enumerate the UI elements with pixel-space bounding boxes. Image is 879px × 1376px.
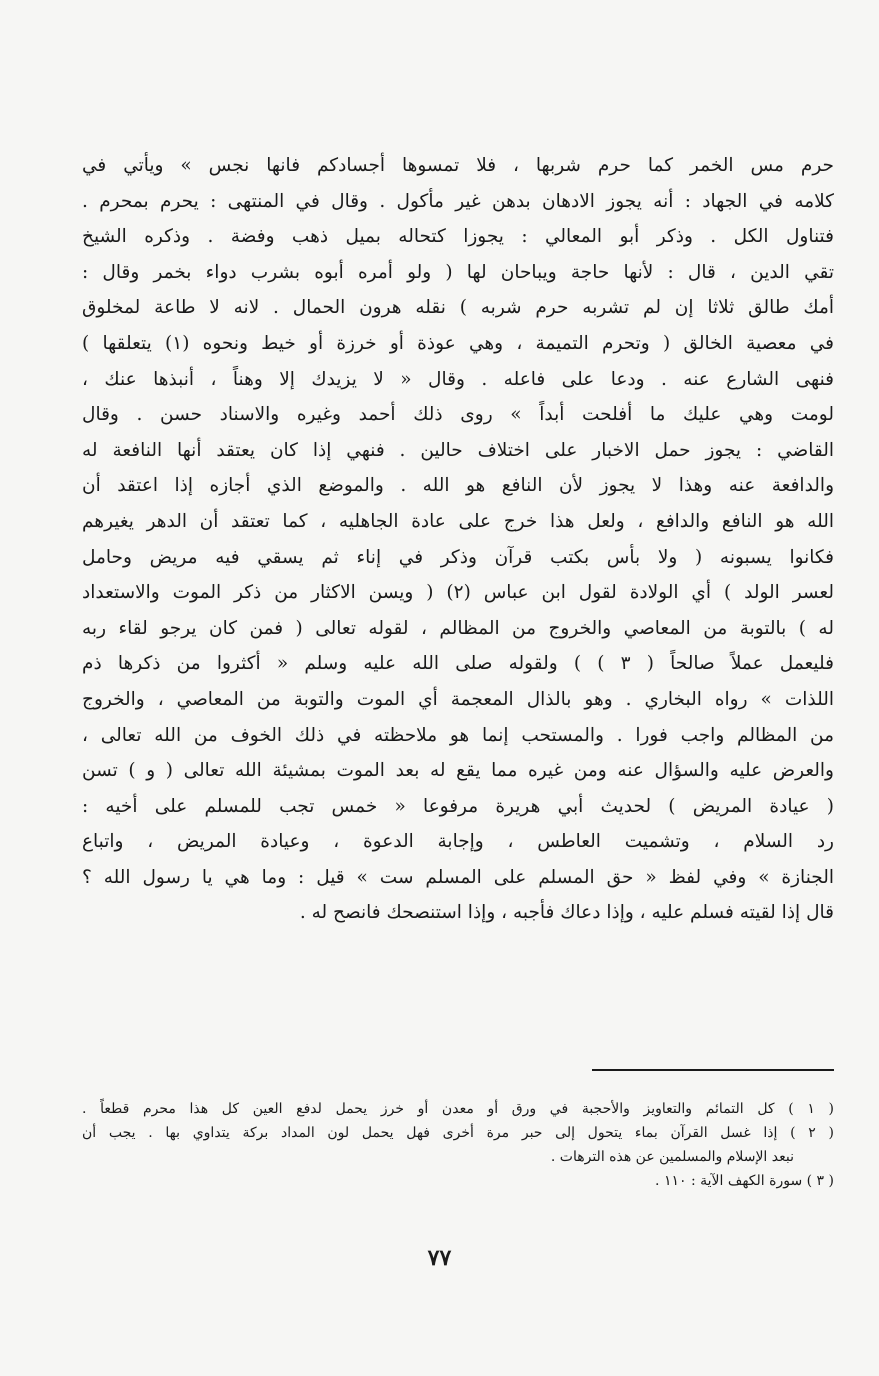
body-text [82,148,834,931]
body-line: لعسر الولد ) أي الولادة لقول ابن عباس (٢) ( ويسن الاكثار من ذكر الموت والاستعداد [82,582,834,604]
body-line: ( عيادة المريض ) لحديث أبي هريرة مرفوعا « خمس تجب للمسلم على أخيه : [82,795,834,817]
footnote: ( ٢ ) إذا غسل القرآن بماء يتحول إلى حبر مرة أخرى فهل يحمل لون المداد بركة يتداوي بها . يجب أن [82,1125,834,1141]
body-line: الجنازة » وفي لفظ « حق المسلم على المسلم ست » قيل : وما هي يا رسول الله ؟ [82,866,834,888]
body-line: في معصية الخالق ( وتحرم التميمة ، وهي عوذة أو خرزة أو خيط ونحوه (١) يتعلقها ) [82,332,834,354]
body-line: رد السلام ، وتشميت العاطس ، وإجابة الدعوة ، وعيادة المريض ، واتباع [82,831,834,853]
body-line: قال إذا لقيته فسلم عليه ، وإذا دعاك فأجبه ، وإذا استنصحك فانصح له . [299,902,834,924]
body-line: فليعمل عملاً صالحاً ( ٣ ) ) ولقوله صلى الله عليه وسلم « أكثروا من ذكرها ذم [82,653,834,675]
body-line: فنهى الشارع عنه . ودعا على فاعله . وقال « لا يزيدك إلا وهناً ، أنبذها عنك ، [82,368,834,390]
body-line: أمك طالق ثلاثا إن لم تشربه حرم شربه ) نقله هرون الحمال . لانه لا طاعة لمخلوق [82,297,834,319]
body-line: حرم مس الخمر كما حرم شربها ، فلا تمسوها أجسادكم فانها نجس » ويأتي في [82,155,834,176]
body-line: له ) بالتوبة من المعاصي والخروج من المظالم ، لقوله تعالى ( فمن كان يرجو لقاء ربه [82,617,834,639]
footnote-continuation: نبعد الإسلام والمسلمين عن هذه الترهات . [550,1149,794,1165]
body-line: فكانوا يسبونه ( ولا بأس بكتب قرآن وذكر في إناء ثم يسقي فيه مريض وحامل [82,546,834,568]
footnote: ( ١ ) كل التمائم والتعاويز والأحجبة في ورق أو معدن أو خرز يحمل لدفع العين كل هذا محرم قطعاً . [82,1101,834,1117]
footnote-divider [592,1069,834,1071]
body-line: لومت وهي عليك ما أفلحت أبداً » روى ذلك أحمد وغيره والاسناد حسن . وقال [82,404,834,426]
body-line: كلامه في الجهاد : أنه يجوز الادهان بدهن غير مأكول . وقال في المنتهى : يحرم بمحرم . [82,190,834,212]
body-line: من المظالم واجب فورا . والمستحب إنما هو ملاحظته في ذلك الخوف من الله تعالى ، [82,724,834,746]
footnotes [82,1097,834,1193]
body-line: والدافعة عنه وهذا لا يجوز لأن النافع هو الله . والموضع الذي أجازه إذا اعتقد أن [82,475,834,497]
page-number: ٧٧ [427,1245,452,1271]
body-line: اللذات » رواه البخاري . وهو بالذال المعجمة أي الموت والتوبة من المعاصي ، والخروج [82,688,834,710]
body-line: القاضي : يجوز حمل الاخبار على اختلاف حالين . فنهي إذا كان يعتقد أنها النافعة له [82,439,834,461]
body-line: والعرض عليه والسؤال عنه ومن غيره مما يقع له بعد الموت بمشيئة الله تعالى ( و ) تسن [82,760,834,782]
body-line: الله هو النافع والدافع ، ولعل هذا خرج على عادة الجاهليه ، كما تعتقد أن الدهر يغيرهم [82,510,834,532]
body-line: تقي الدين ، قال : لأنها حاجة ويباحان لها ( ولو أمره أبوه بشرب دواء بخمر وقال : [82,261,834,283]
footnote: ( ٣ ) سورة الكهف الآية : ١١٠ . [655,1173,834,1189]
body-line: فتناول الكل . وذكر أبو المعالي : يجوزا كتحاله بميل ذهب وفضة . وذكره الشيخ [82,226,834,248]
